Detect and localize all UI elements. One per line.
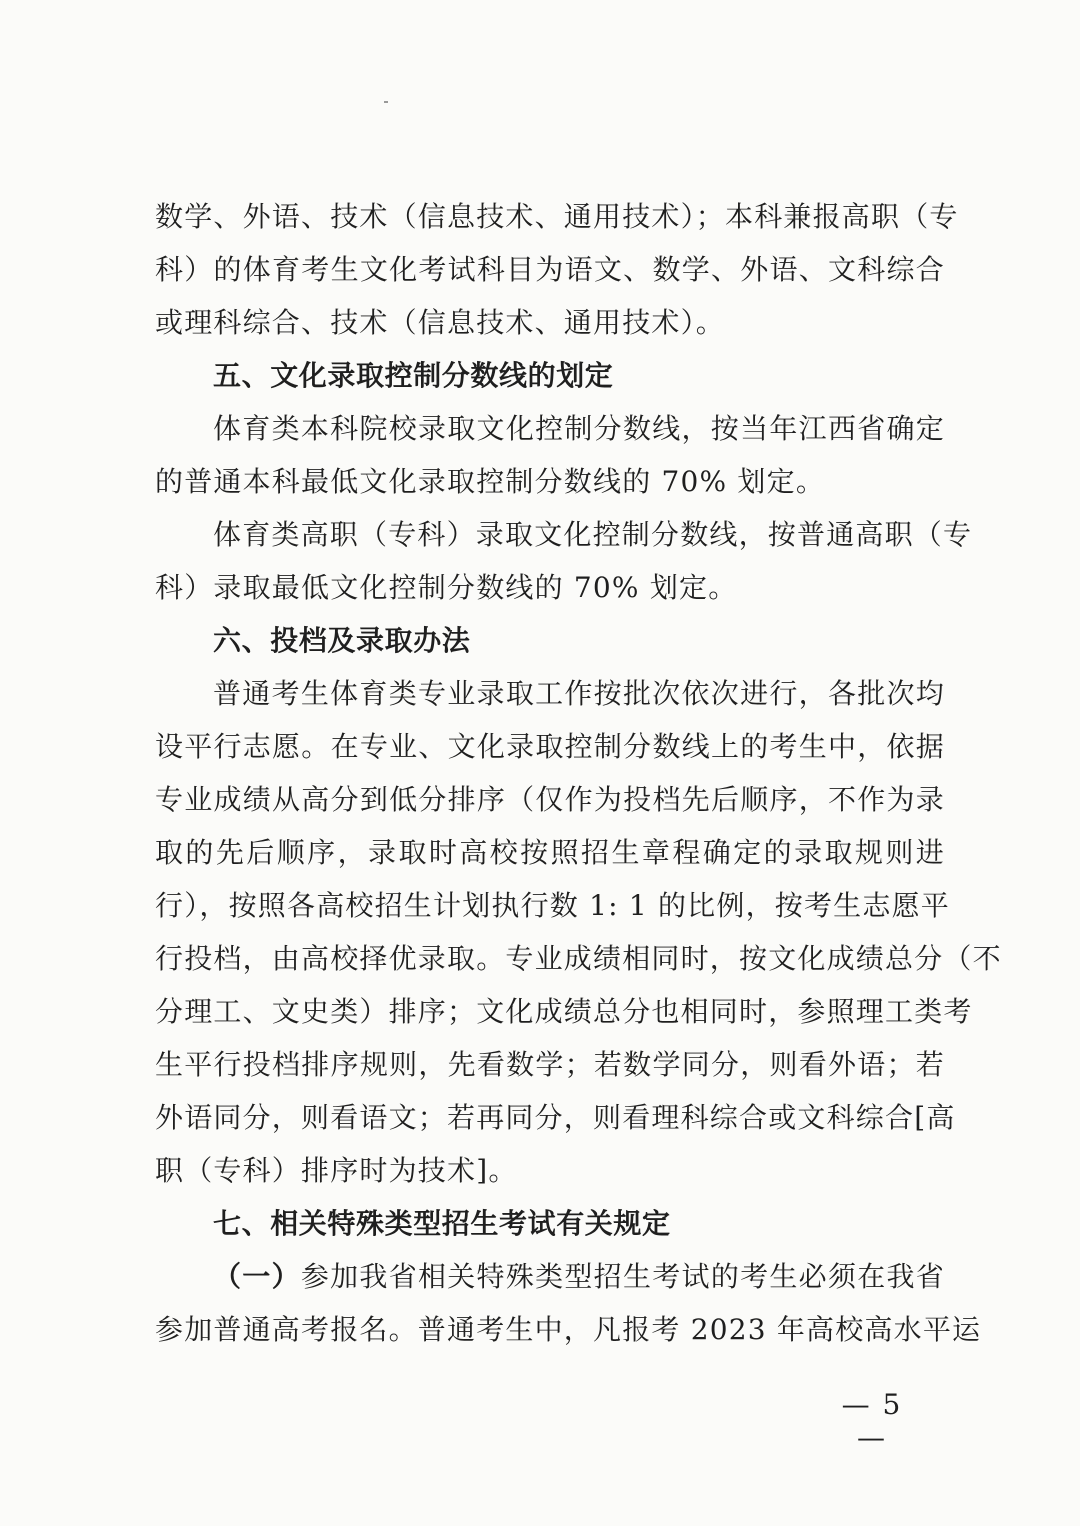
body-line: 体育类高职（专科）录取文化控制分数线，按普通高职（专 [213,518,973,551]
body-line: 生平行投档排序规则，先看数学；若数学同分，则看外语；若 [155,1048,945,1081]
subsection-line [155,1250,945,1303]
body-line: 普通考生体育类专业录取工作按批次依次进行，各批次均 [213,677,945,710]
section-heading-seven: 七、相关特殊类型招生考试有关规定 [213,1207,671,1240]
body-line: 设平行志愿。在专业、文化录取控制分数线上的考生中，依据 [155,730,945,763]
body-line: 专业成绩从高分到低分排序（仅作为投档先后顺序，不作为录 [155,783,945,816]
body-line: 行投档，由高校择优录取。专业成绩相同时，按文化成绩总分（不 [155,942,1002,975]
body-line: 科）录取最低文化控制分数线的 70% 划定。 [155,571,738,604]
section-heading-five: 五、文化录取控制分数线的划定 [213,359,614,392]
body-line: 职（专科）排序时为技术]。 [155,1154,518,1187]
body-line: 外语同分，则看语文；若再同分，则看理科综合或文科综合[高 [155,1101,956,1134]
body-line: 或理科综合、技术（信息技术、通用技术）。 [155,306,726,339]
body-line: 的普通本科最低文化录取控制分数线的 70% 划定。 [155,465,826,498]
subsection-label: （一） [213,1260,301,1293]
body-line: 科）的体育考生文化考试科目为语文、数学、外语、文科综合 [155,253,945,286]
body-line: 行），按照各高校招生计划执行数 1: 1 的比例，按考生志愿平 [155,889,950,922]
page-number: — 5 — [841,1388,903,1454]
body-line: 参加普通高考报名。普通考生中，凡报考 2023 年高校高水平运 [155,1313,982,1346]
scan-speck [384,101,388,103]
section-heading-six: 六、投档及录取办法 [213,624,471,657]
body-line-text: 参加我省相关特殊类型招生考试的考生必须在我省 [300,1260,945,1293]
body-line: 取的先后顺序，录取时高校按照招生章程确定的录取规则进 [155,836,945,869]
document-body [155,190,1002,1356]
body-line: 数学、外语、技术（信息技术、通用技术）；本科兼报高职（专 [155,200,959,233]
body-line: 体育类本科院校录取文化控制分数线，按当年江西省确定 [213,412,945,445]
body-line: 分理工、文史类）排序；文化成绩总分也相同时，参照理工类考 [155,995,973,1028]
